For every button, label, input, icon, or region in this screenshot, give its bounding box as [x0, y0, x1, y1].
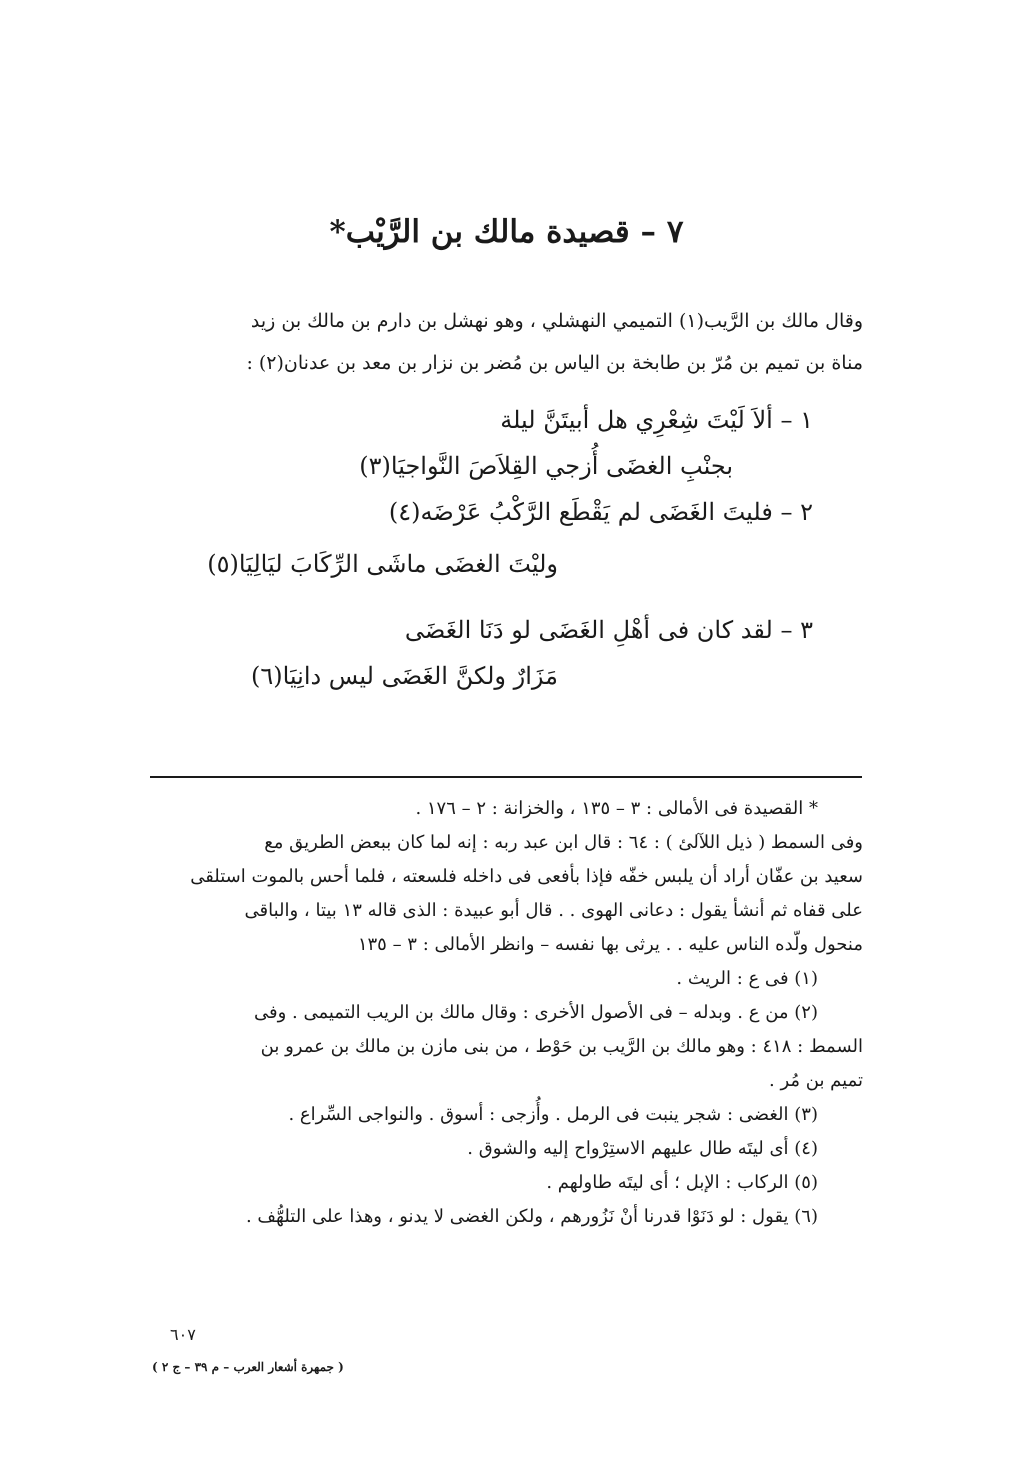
- footnotes: [150, 792, 863, 1234]
- verse-2-first-hemistich: ٢ – فليتَ الغَضَى لم يَقْطَع الرَّكْبُ عَرْضَه(٤): [388, 498, 813, 526]
- footnote-line: (١) فى ع : الريث .: [676, 968, 818, 989]
- footnote-line: سعيد بن عفّان أراد أن يلبس خفّه فإذا بأفعى فى داخله فلسعته ، فلما أحس بالموت استلقى: [190, 866, 863, 887]
- footnote-line: السمط : ٤١٨ : وهو مالك بن الرَّيب بن حَوْط ، من بنى مازن بن مالك بن عمرو بن: [260, 1036, 863, 1057]
- footnote-line: منحول ولّده الناس عليه . . يرثى بها نفسه – وانظر الأمالى : ٣ – ١٣٥: [357, 934, 863, 955]
- intro-line: مناة بن تميم بن مُرّ بن طابخة بن الياس بن مُضر بن نزار بن معد بن عدنان(٢) :: [246, 352, 863, 374]
- verse-1-second-hemistich: بجنْبِ الغضَى أُزجي القِلاَصَ النَّواجيَا(٣): [359, 452, 733, 480]
- footnote-line: وفى السمط ( ذيل اللآلئ ) : ٦٤ : قال ابن عبد ربه : إنه لما كان ببعض الطريق مع: [264, 832, 863, 853]
- footnote-line: على قفاه ثم أنشأ يقول : دعانى الهوى . . قال أبو عبيدة : الذى قاله ١٣ بيتا ، والباقى: [244, 900, 863, 921]
- intro-line: وقال مالك بن الرَّيب(١) التميمي النهشلي ، وهو نهشل بن دارم بن مالك بن زيد: [250, 310, 863, 332]
- verse-3-first-hemistich: ٣ – لقد كان فى أهْلِ الغَضَى لو دَنَا الغَضَى: [404, 616, 813, 644]
- intro-paragraph: [150, 300, 863, 384]
- footnote-line: * القصيدة فى الأمالى : ٣ – ١٣٥ ، والخزانة : ٢ – ١٧٦ .: [415, 798, 818, 819]
- footnote-line: (٦) يقول : لو دَنَوْا قدرنا أنْ نَزُورهم ، ولكن الغضى لا يدنو ، وهذا على التلهُّف .: [245, 1206, 818, 1227]
- verse-2-second-hemistich: وليْتَ الغضَى ماشَى الرِّكَابَ ليَالِيَا(٥): [207, 550, 558, 578]
- footnote-line: (٣) الغضى : شجر ينبت فى الرمل . وأُزجى : أسوق . والنواجى السِّراع .: [288, 1104, 818, 1125]
- verse-1-first-hemistich: ١ – ألاَ لَيْتَ شِعْرِي هل أبيتَنَّ ليلة: [500, 406, 813, 434]
- footnote-line: (٥) الركاب : الإبل ؛ أى ليتَه طاولهم .: [546, 1172, 818, 1193]
- page-number: ٦٠٧: [170, 1325, 196, 1344]
- printer-signature: ( جمهرة أشعار العرب – م ٣٩ – ج ٢ ): [152, 1360, 344, 1374]
- verse-3-second-hemistich: مَزَارٌ ولكنَّ الغَضَى ليس دانِيَا(٦): [250, 662, 558, 690]
- footnote-line: تميم بن مُر .: [769, 1070, 863, 1091]
- footnote-divider: [150, 776, 862, 778]
- footnote-line: (٢) من ع . وبدله – فى الأصول الأخرى : وقال مالك بن الريب التميمى . وفى: [253, 1002, 818, 1023]
- poem-title: ٧ – قصيدة مالك بن الرَّيْب*: [329, 214, 684, 250]
- footnote-line: (٤) أى ليتَه طال عليهم الاستِرْواح إليه والشوق .: [467, 1138, 818, 1159]
